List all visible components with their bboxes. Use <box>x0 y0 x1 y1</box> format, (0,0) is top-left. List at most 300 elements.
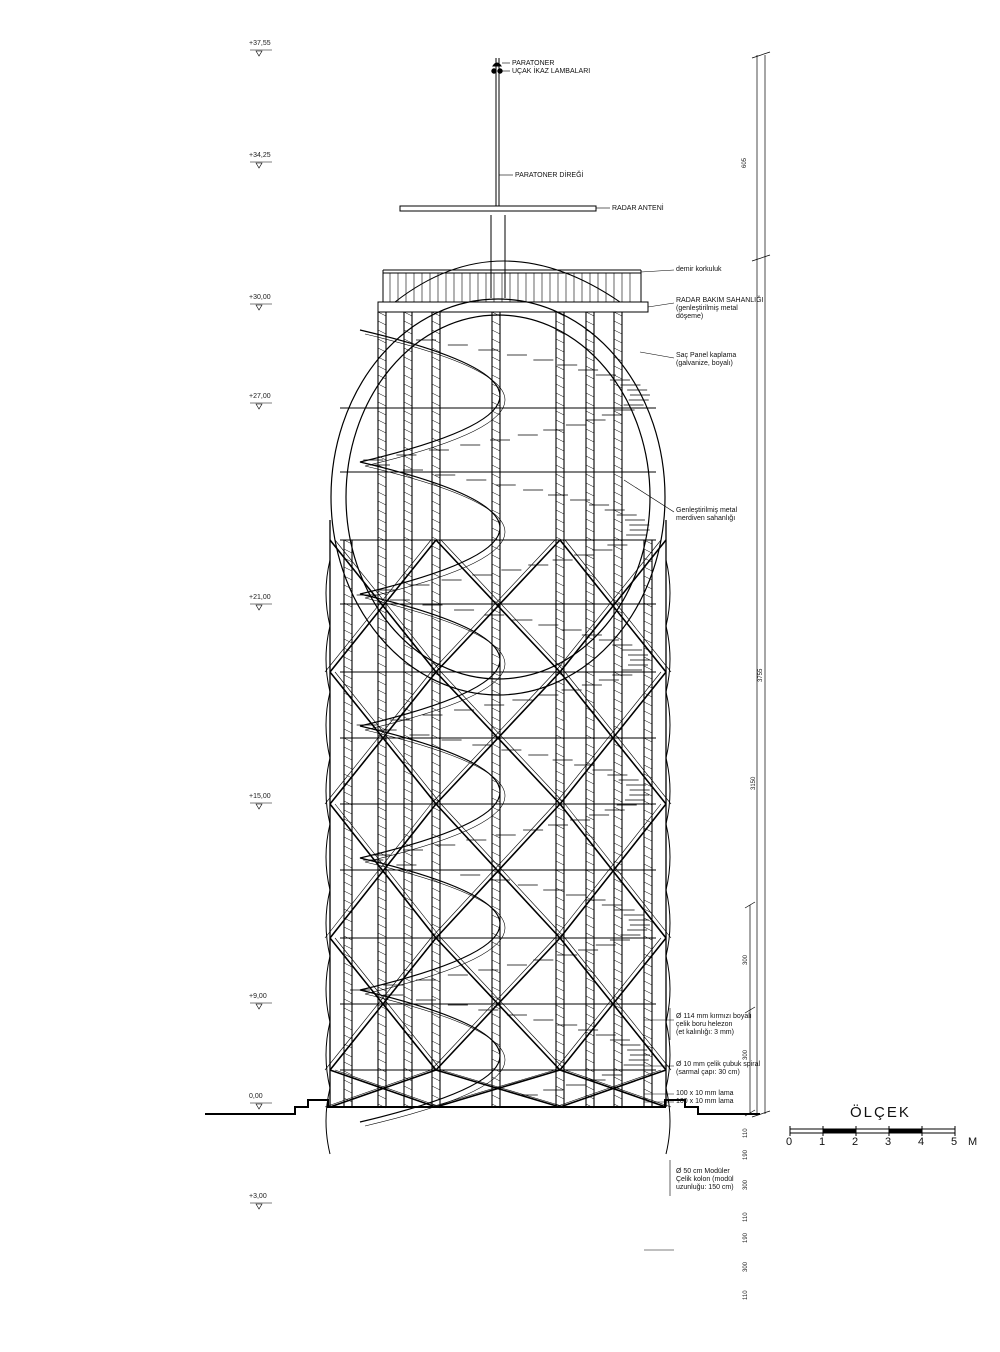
column-hatch <box>432 924 440 928</box>
column-hatch <box>378 321 386 325</box>
column-hatch <box>432 1059 440 1063</box>
column-hatch <box>432 321 440 325</box>
level-triangle <box>256 1104 262 1109</box>
scale-unit: M <box>968 1136 978 1148</box>
column-hatch <box>614 951 622 955</box>
column-hatch <box>378 438 386 442</box>
column-hatch <box>378 582 386 586</box>
column-hatch <box>586 1005 594 1009</box>
column-hatch <box>586 654 594 658</box>
column-hatch <box>404 807 412 811</box>
column-hatch <box>614 1077 622 1081</box>
column-hatch <box>556 681 564 685</box>
column-hatch <box>404 375 412 379</box>
column-hatch <box>344 990 352 994</box>
cross-brace <box>555 804 661 938</box>
column-hatch <box>378 555 386 559</box>
column-hatch <box>614 312 622 316</box>
column-hatch <box>614 357 622 361</box>
column-hatch <box>404 996 412 1000</box>
column-hatch <box>404 564 412 568</box>
column-hatch <box>432 456 440 460</box>
column-hatch <box>432 816 440 820</box>
column-hatch <box>556 1041 564 1045</box>
column-hatch <box>432 411 440 415</box>
column-hatch <box>644 720 652 724</box>
column-hatch <box>586 753 594 757</box>
column-hatch <box>432 753 440 757</box>
column-hatch <box>378 402 386 406</box>
column-hatch <box>614 897 622 901</box>
column-hatch <box>344 675 352 679</box>
column-hatch <box>614 591 622 595</box>
column-hatch <box>586 1050 594 1054</box>
column-hatch <box>378 330 386 334</box>
column-hatch <box>378 384 386 388</box>
scale-tick-5: 5 <box>951 1136 958 1148</box>
column-hatch <box>344 666 352 670</box>
column-hatch <box>492 699 500 703</box>
column-hatch <box>432 1032 440 1036</box>
column-hatch <box>492 447 500 451</box>
column-hatch <box>586 339 594 343</box>
cross-brace <box>441 804 565 938</box>
column-hatch <box>614 321 622 325</box>
column-hatch <box>492 978 500 982</box>
column-hatch <box>614 1023 622 1027</box>
column-hatch <box>432 447 440 451</box>
cross-brace <box>555 1070 661 1107</box>
column-hatch <box>556 492 564 496</box>
column-hatch <box>614 456 622 460</box>
column-hatch <box>556 636 564 640</box>
column-hatch <box>492 888 500 892</box>
label-celik-kolon: Ø 50 cm Modüler Çelik kolon (modül uzunluğu: 150 cm) <box>676 1168 734 1191</box>
level-label-34-25: +34,25 <box>249 152 271 159</box>
column-hatch <box>556 996 564 1000</box>
column-hatch <box>378 762 386 766</box>
column-hatch <box>378 915 386 919</box>
column-hatch <box>404 681 412 685</box>
column-hatch <box>614 366 622 370</box>
column-hatch <box>556 555 564 559</box>
column-hatch <box>432 402 440 406</box>
column-hatch <box>614 717 622 721</box>
column-hatch <box>614 906 622 910</box>
column-hatch <box>344 1008 352 1012</box>
column-hatch <box>492 564 500 568</box>
dim-190: 190 <box>743 1149 749 1160</box>
column-hatch <box>556 960 564 964</box>
column-hatch <box>404 465 412 469</box>
column-hatch <box>344 981 352 985</box>
column-hatch <box>556 474 564 478</box>
level-label-27-00: +27,00 <box>249 393 271 400</box>
column-hatch <box>378 546 386 550</box>
column-hatch <box>378 744 386 748</box>
column-hatch <box>492 717 500 721</box>
column-hatch <box>644 882 652 886</box>
column-hatch <box>614 699 622 703</box>
column-hatch <box>556 366 564 370</box>
column-hatch <box>378 708 386 712</box>
level-label-30-00: +30,00 <box>249 294 271 301</box>
column-hatch <box>614 1095 622 1099</box>
column-hatch <box>432 654 440 658</box>
column-hatch <box>492 951 500 955</box>
column-hatch <box>378 690 386 694</box>
column-hatch <box>614 474 622 478</box>
column-hatch <box>586 582 594 586</box>
column-hatch <box>492 618 500 622</box>
column-hatch <box>556 744 564 748</box>
steel-frame <box>325 312 671 1154</box>
column-hatch <box>432 861 440 865</box>
column-hatch <box>404 519 412 523</box>
column-hatch <box>378 483 386 487</box>
column-hatch <box>614 519 622 523</box>
column-hatch <box>344 945 352 949</box>
dim-605: 605 <box>742 157 748 168</box>
column-hatch <box>644 765 652 769</box>
column-hatch <box>432 1050 440 1054</box>
column-hatch <box>344 1080 352 1084</box>
column-hatch <box>378 816 386 820</box>
column-hatch <box>378 366 386 370</box>
column-hatch <box>432 384 440 388</box>
column-hatch <box>492 573 500 577</box>
column-hatch <box>614 654 622 658</box>
level-label-3-00: +3,00 <box>249 1193 267 1200</box>
column-hatch <box>556 1032 564 1036</box>
column-hatch <box>614 483 622 487</box>
column-hatch <box>614 780 622 784</box>
column-hatch <box>644 729 652 733</box>
column-hatch <box>432 600 440 604</box>
column-hatch <box>644 945 652 949</box>
column-hatch <box>586 519 594 523</box>
column-hatch <box>404 780 412 784</box>
column-hatch <box>378 789 386 793</box>
level-label-0-00: 0,00 <box>249 1093 263 1100</box>
leader-line <box>640 352 674 358</box>
column-hatch <box>344 711 352 715</box>
column-hatch <box>586 915 594 919</box>
column-hatch <box>586 429 594 433</box>
column-hatch <box>586 798 594 802</box>
level-triangle <box>256 305 262 310</box>
column-hatch <box>614 798 622 802</box>
column-hatch <box>644 1026 652 1030</box>
column-hatch <box>378 969 386 973</box>
column-hatch <box>614 960 622 964</box>
column-hatch <box>378 645 386 649</box>
column-hatch <box>378 1050 386 1054</box>
column-hatch <box>586 645 594 649</box>
column-hatch <box>556 699 564 703</box>
column-hatch <box>492 708 500 712</box>
dim-110c: 110 <box>743 1290 749 1300</box>
column-hatch <box>586 366 594 370</box>
column-hatch <box>556 906 564 910</box>
column-hatch <box>586 555 594 559</box>
column-hatch <box>432 519 440 523</box>
column-hatch <box>614 816 622 820</box>
column-hatch <box>432 609 440 613</box>
column-hatch <box>378 573 386 577</box>
column-hatch <box>556 501 564 505</box>
column-hatch <box>378 699 386 703</box>
column-hatch <box>404 591 412 595</box>
column-hatch <box>432 555 440 559</box>
column-hatch <box>556 627 564 631</box>
column-hatch <box>556 402 564 406</box>
column-hatch <box>556 771 564 775</box>
column-hatch <box>644 891 652 895</box>
column-hatch <box>404 1059 412 1063</box>
column-hatch <box>556 411 564 415</box>
column-hatch <box>344 1035 352 1039</box>
dim-110b: 110 <box>743 1212 749 1222</box>
column-hatch <box>492 690 500 694</box>
scale-tick-2: 2 <box>852 1136 859 1148</box>
column-hatch <box>344 837 352 841</box>
column-hatch <box>404 510 412 514</box>
column-hatch <box>586 924 594 928</box>
column-hatch <box>556 690 564 694</box>
scale-title: ÖLÇEK <box>850 1104 911 1121</box>
column-hatch <box>556 438 564 442</box>
column-hatch <box>432 429 440 433</box>
column-hatch <box>378 834 386 838</box>
column-hatch <box>344 900 352 904</box>
column-hatch <box>614 834 622 838</box>
column-hatch <box>344 882 352 886</box>
column-hatch <box>492 897 500 901</box>
column-hatch <box>614 1059 622 1063</box>
column-hatch <box>378 357 386 361</box>
level-label-15-00: +15,00 <box>249 793 271 800</box>
column-hatch <box>556 789 564 793</box>
column-hatch <box>404 654 412 658</box>
cross-brace <box>441 540 565 672</box>
level-label-37-55: +37,55 <box>249 40 271 47</box>
column-hatch <box>492 960 500 964</box>
column-hatch <box>404 312 412 316</box>
column-hatch <box>556 825 564 829</box>
column-hatch <box>404 411 412 415</box>
radar-antenna <box>400 206 596 211</box>
column-hatch <box>586 501 594 505</box>
column-hatch <box>378 942 386 946</box>
column-hatch <box>556 1050 564 1054</box>
column-hatch <box>586 744 594 748</box>
column-hatch <box>432 591 440 595</box>
column-hatch <box>432 771 440 775</box>
column-hatch <box>492 924 500 928</box>
column-hatch <box>614 420 622 424</box>
column-hatch <box>556 582 564 586</box>
column-hatch <box>586 690 594 694</box>
column-hatch <box>492 420 500 424</box>
column-hatch <box>614 825 622 829</box>
label-paratoner-diregi: PARATONER DİREĞİ <box>515 172 584 179</box>
column-hatch <box>404 555 412 559</box>
column-hatch <box>378 348 386 352</box>
column-hatch <box>344 747 352 751</box>
column-hatch <box>378 681 386 685</box>
column-hatch <box>344 738 352 742</box>
column-hatch <box>644 1008 652 1012</box>
column-hatch <box>378 924 386 928</box>
column-hatch <box>378 753 386 757</box>
column-hatch <box>492 1014 500 1018</box>
column-hatch <box>614 573 622 577</box>
column-hatch <box>644 711 652 715</box>
dim-300b: 300 <box>743 1049 749 1060</box>
column-hatch <box>586 438 594 442</box>
column-hatch <box>586 528 594 532</box>
column-hatch <box>614 771 622 775</box>
column-hatch <box>556 519 564 523</box>
column-hatch <box>492 492 500 496</box>
column-hatch <box>432 1095 440 1099</box>
column-hatch <box>344 621 352 625</box>
column-hatch <box>378 888 386 892</box>
column-hatch <box>644 567 652 571</box>
column-hatch <box>586 780 594 784</box>
column-hatch <box>404 438 412 442</box>
column-hatch <box>644 747 652 751</box>
column-hatch <box>344 792 352 796</box>
column-hatch <box>556 591 564 595</box>
column-hatch <box>586 591 594 595</box>
column-hatch <box>378 1032 386 1036</box>
column-hatch <box>404 690 412 694</box>
column-hatch <box>404 816 412 820</box>
column-hatch <box>378 951 386 955</box>
column-hatch <box>492 555 500 559</box>
lightning-rod-mast <box>491 58 505 298</box>
column-hatch <box>614 348 622 352</box>
column-hatch <box>344 720 352 724</box>
column-hatch <box>586 375 594 379</box>
column-hatch <box>556 609 564 613</box>
column-hatch <box>556 816 564 820</box>
column-hatch <box>614 330 622 334</box>
column-hatch <box>614 339 622 343</box>
column-hatch <box>556 1005 564 1009</box>
column-hatch <box>614 564 622 568</box>
column-hatch <box>404 789 412 793</box>
column-hatch <box>586 951 594 955</box>
column-hatch <box>378 1095 386 1099</box>
column-hatch <box>344 855 352 859</box>
column-hatch <box>556 564 564 568</box>
column-hatch <box>614 978 622 982</box>
column-hatch <box>586 510 594 514</box>
column-hatch <box>556 600 564 604</box>
column-hatch <box>492 1032 500 1036</box>
cross-brace <box>431 804 555 938</box>
column-hatch <box>644 990 652 994</box>
column-hatch <box>556 969 564 973</box>
column-hatch <box>614 690 622 694</box>
column-hatch <box>492 330 500 334</box>
column-hatch <box>556 465 564 469</box>
column-hatch <box>404 672 412 676</box>
column-hatch <box>378 663 386 667</box>
column-hatch <box>432 996 440 1000</box>
column-hatch <box>432 1041 440 1045</box>
column-hatch <box>344 927 352 931</box>
column-hatch <box>378 312 386 316</box>
column-hatch <box>432 915 440 919</box>
column-hatch <box>644 738 652 742</box>
label-demir-korkuluk: demir korkuluk <box>676 266 722 273</box>
column-hatch <box>586 609 594 613</box>
column-hatch <box>378 474 386 478</box>
column-hatch <box>378 510 386 514</box>
column-hatch <box>556 951 564 955</box>
column-hatch <box>378 411 386 415</box>
column-hatch <box>404 879 412 883</box>
column-hatch <box>432 393 440 397</box>
column-hatch <box>378 780 386 784</box>
dim-3755: 3755 <box>758 668 764 682</box>
dim-300: 300 <box>743 954 749 965</box>
column-hatch <box>614 807 622 811</box>
label-lama-1: 100 x 10 mm lama <box>676 1090 734 1097</box>
column-hatch <box>492 456 500 460</box>
column-hatch <box>556 780 564 784</box>
column-hatch <box>586 987 594 991</box>
column-hatch <box>644 864 652 868</box>
column-hatch <box>404 483 412 487</box>
column-hatch <box>378 1014 386 1018</box>
column-hatch <box>378 978 386 982</box>
column-hatch <box>644 846 652 850</box>
column-hatch <box>556 708 564 712</box>
column-hatch <box>492 528 500 532</box>
level-markers <box>250 50 272 1209</box>
level-triangle <box>256 804 262 809</box>
column-hatch <box>404 753 412 757</box>
column-hatch <box>432 852 440 856</box>
column-hatch <box>432 987 440 991</box>
column-hatch <box>404 492 412 496</box>
column-hatch <box>586 618 594 622</box>
column-hatch <box>432 645 440 649</box>
column-hatch <box>492 942 500 946</box>
radar-platform <box>378 261 648 312</box>
column-hatch <box>556 870 564 874</box>
column-hatch <box>614 915 622 919</box>
column-hatch <box>614 1050 622 1054</box>
column-hatch <box>404 528 412 532</box>
label-radar-anteni: RADAR ANTENİ <box>612 205 664 212</box>
column-hatch <box>492 807 500 811</box>
column-hatch <box>378 528 386 532</box>
leader-line <box>648 303 674 307</box>
column-hatch <box>614 501 622 505</box>
column-hatch <box>556 897 564 901</box>
column-hatch <box>586 402 594 406</box>
column-hatch <box>556 393 564 397</box>
column-hatch <box>556 879 564 883</box>
column-hatch <box>556 420 564 424</box>
dim-tick <box>752 52 770 58</box>
